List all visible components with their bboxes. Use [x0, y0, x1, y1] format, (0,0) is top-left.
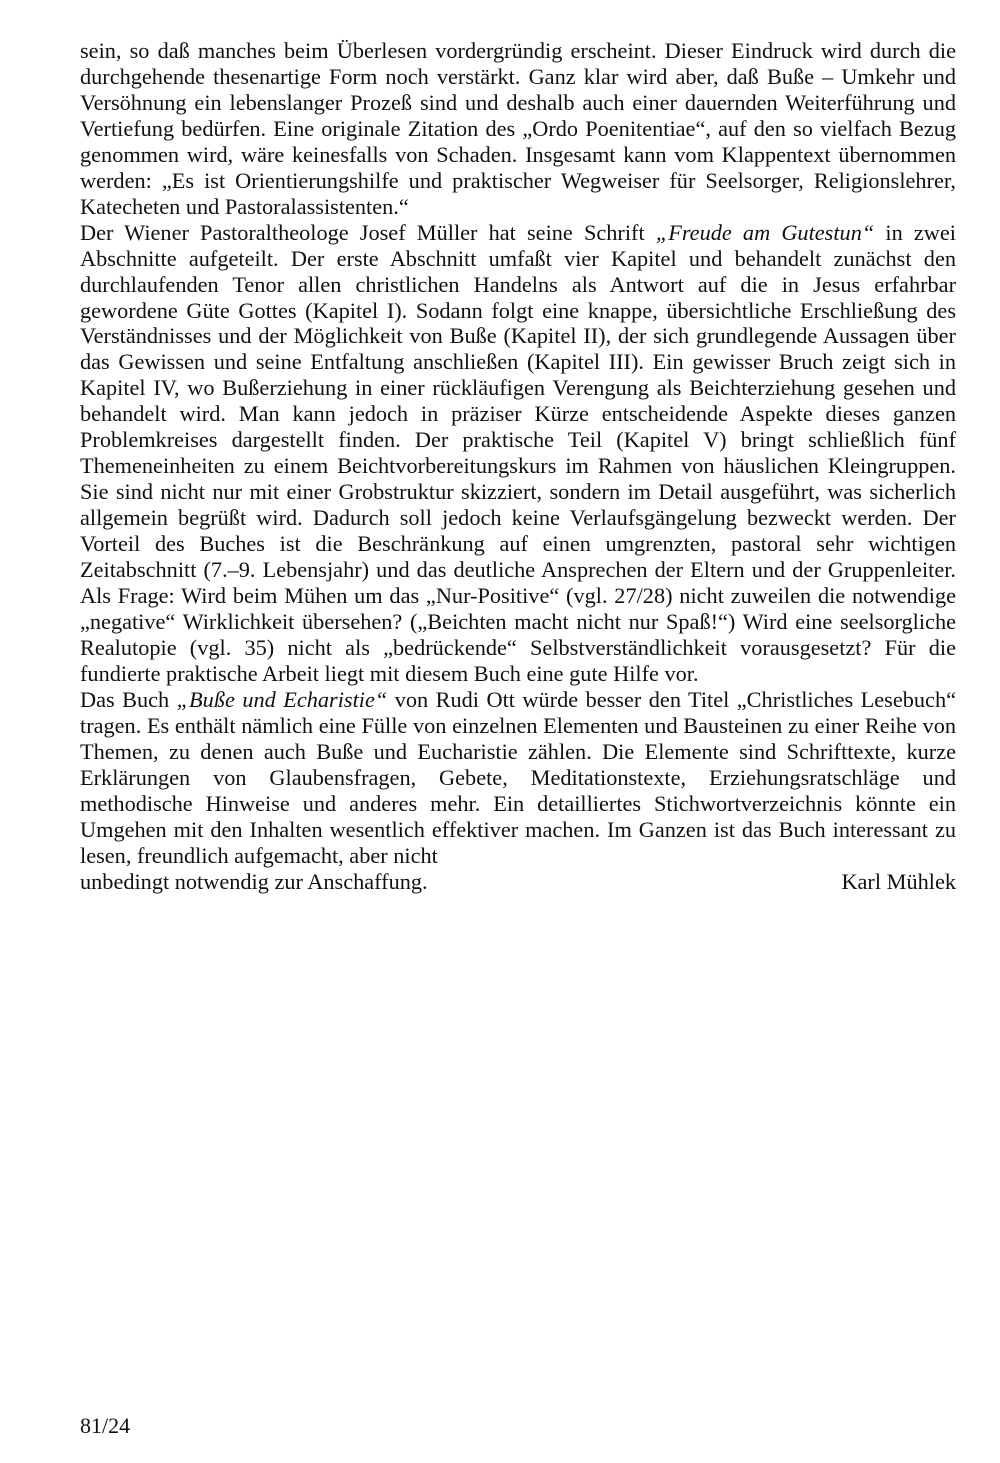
closing-line: unbedingt notwendig zur Anschaffung. [80, 868, 428, 894]
paragraph-3 [80, 687, 956, 869]
paragraph-2-body: in zwei Abschnitte aufgeteilt. Der erste Abschnitt umfaßt vier Kapitel und behandelt zunächst den durchlaufenden Tenor allen christlichen Handelns als Antwort auf die in Jesus erfahrbar gewordene Güte Gottes (Kapitel I). Sodann folgt eine knappe, übersichtliche Erschließung des Verständnisses und der Möglichkeit von Buße (Kapitel II), der sich grundlegende Aussagen über das Gewissen und seine Entfaltung anschließen (Kapitel III). Ein gewisser Bruch zeigt sich in Kapitel IV, wo Bußerziehung in einer rückläufigen Verengung als Beichterziehung gesehen und behandelt wird. Man kann jedoch in präziser Kürze entscheidende Aspekte dieses ganzen Problemkreises dargestellt finden. Der praktische Teil (Kapitel V) bringt schließlich fünf Themeneinheiten zu einem Beichtvorbereitungskurs im Rahmen von häuslichen Kleingruppen. Sie sind nicht nur mit einer Grobstruktur skizziert, sondern im Detail ausgeführt, was sicherlich allgemein begrüßt wird. Dadurch soll jedoch keine Verlaufsgängelung bezweckt werden. Der Vorteil des Buches ist die Beschränkung auf einen umgrenzten, pastoral sehr wichtigen Zeitabschnitt (7.–9. Lebensjahr) und das deutliche Ansprechen der Eltern und der Gruppenleiter. Als Frage: Wird beim Mühen um das „Nur-Positive“ (vgl. 27/28) nicht zuweilen die notwendige „negative“ Wirklichkeit übersehen? („Beichten macht nicht nur Spaß!“) Wird eine seelsorgliche Realutopie (vgl. 35) nicht als „bedrückende“ Selbstverständlichkeit vorausgesetzt? Für die fundierte praktische Arbeit liegt mit diesem Buch eine gute Hilfe vor. [80, 219, 956, 686]
review-text [80, 38, 956, 894]
paragraph-2 [80, 220, 956, 687]
paragraph-3-body: von Rudi Ott würde besser den Titel „Christliches Lesebuch“ tragen. Es enthält nämlich eine Fülle von einzelnen Elementen und Bausteinen zu einer Reihe von Themen, zu denen auch Buße und Eucharistie zählen. Die Elemente sind Schrifttexte, kurze Erklärungen von Glaubensfragen, Gebete, Meditationstexte, Erziehungsratschläge und methodische Hinweise und anderes mehr. Ein detailliertes Stichwortverzeichnis könnte ein Umgehen mit den Inhalten wesentlich effektiver machen. Im Ganzen ist das Buch interessant zu lesen, freundlich aufgemacht, aber nicht [80, 686, 956, 868]
author-name: Karl Mühlek [841, 868, 956, 894]
paragraph-2-intro: Der Wiener Pastoraltheologe Josef Müller hat seine Schrift [80, 219, 656, 245]
signature-line [80, 869, 956, 895]
book-title-busse-und-eucharistie: „Buße und Echaristie“ [176, 686, 388, 712]
paragraph-1-text: sein, so daß manches beim Überlesen vordergründig erscheint. Dieser Eindruck wird durch die durchgehende thesenartige Form noch verstärkt. Ganz klar wird aber, daß Buße – Umkehr und Versöhnung ein lebenslanger Prozeß sind und deshalb auch einer dauernden Weiterführung und Vertiefung bedürfen. Eine originale Zitation des „Ordo Poenitentiae“, auf den so vielfach Bezug genommen wird, wäre keinesfalls von Schaden. Insgesamt kann vom Klappentext übernommen werden: „Es ist Orientierungshilfe und praktischer Wegweiser für Seelsorger, Religionslehrer, Katecheten und Pastoralassistenten.“ [80, 38, 956, 219]
paragraph-1 [80, 38, 956, 220]
paragraph-3-intro: Das Buch [80, 686, 177, 712]
book-title-freude-am-gutestun: „Freude am Gutestun“ [655, 219, 875, 245]
page-number: 81/24 [80, 1413, 131, 1438]
